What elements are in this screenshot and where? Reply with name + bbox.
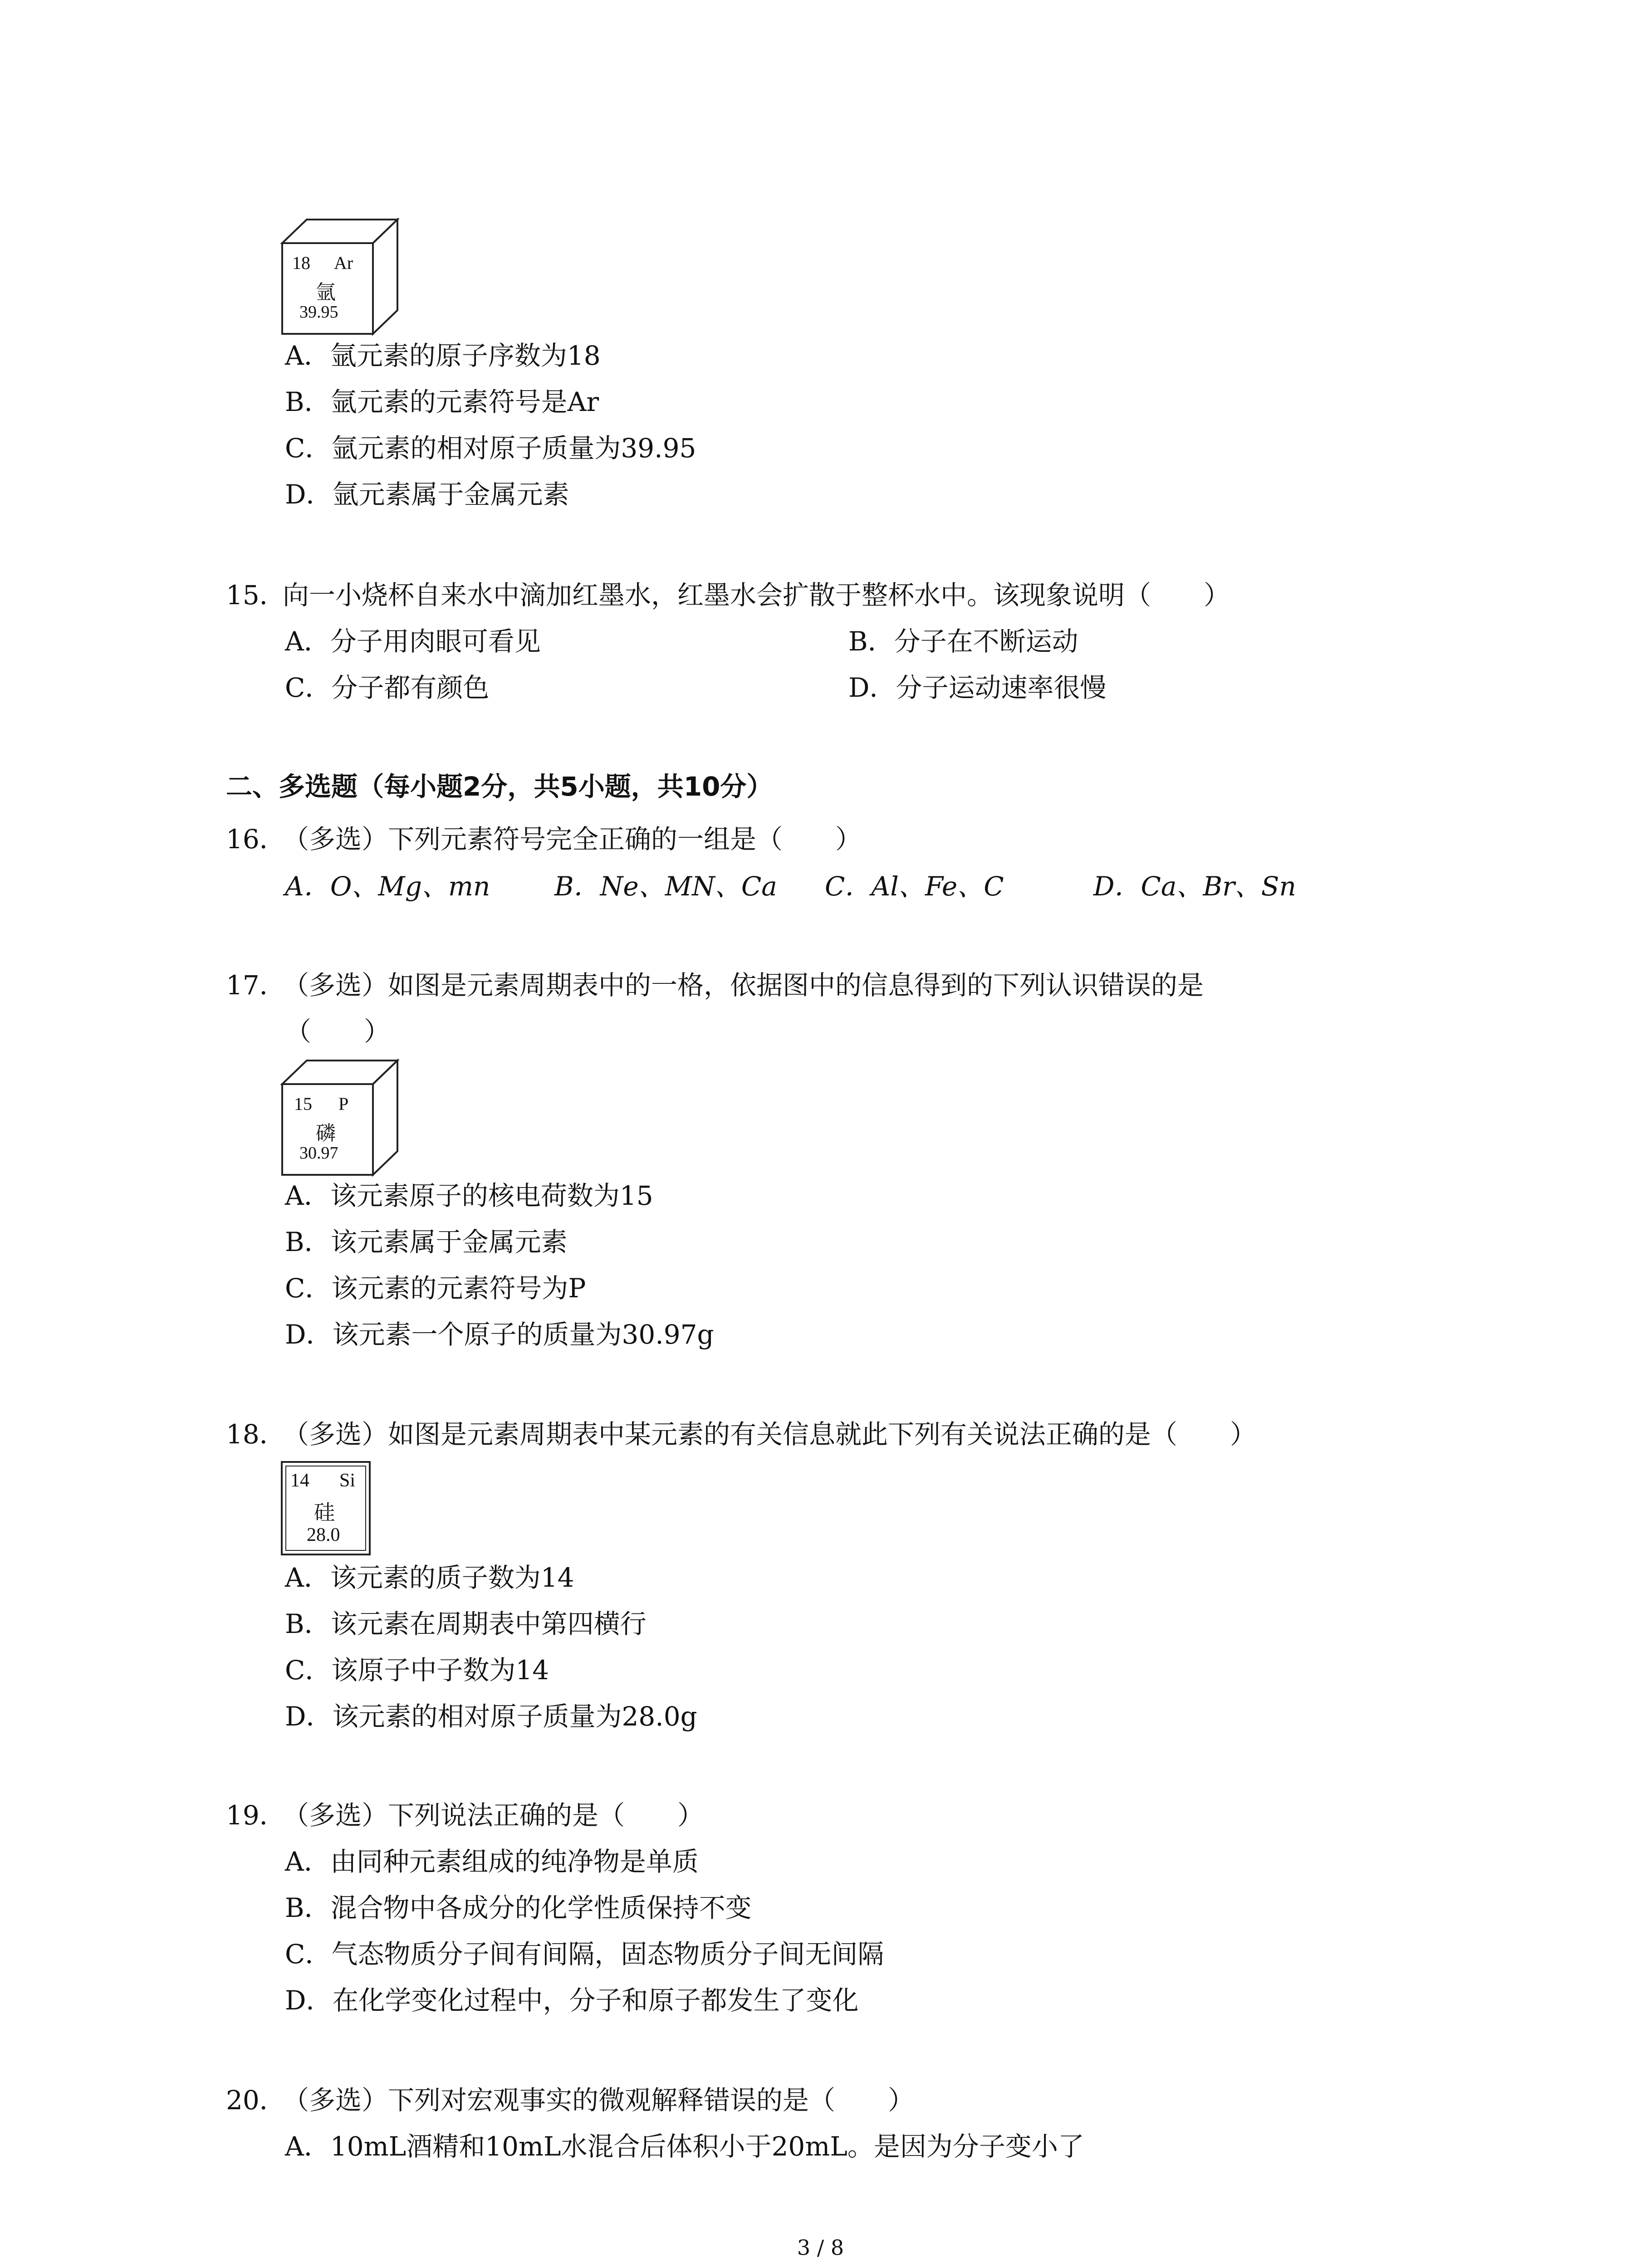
q18-option-d: D．该元素的相对原子质量为28.0g bbox=[285, 1701, 697, 1732]
element-name: 硅 bbox=[314, 1500, 335, 1525]
q20-text: （多选）下列对宏观事实的微观解释错误的是（ ） bbox=[283, 2085, 915, 2116]
q19-number: 19． bbox=[226, 1800, 286, 1831]
q16-text: （多选）下列元素符号完全正确的一组是（ ） bbox=[283, 824, 862, 855]
q14-option-d: D．氩元素属于金属元素 bbox=[285, 479, 569, 510]
q16-option-a: A．O、Mg、mn bbox=[285, 871, 490, 902]
element-number: 18 bbox=[292, 253, 310, 273]
q16-number: 16． bbox=[226, 824, 286, 855]
q17-number: 17． bbox=[226, 970, 286, 1001]
q19-stem bbox=[226, 1797, 704, 1833]
q15-option-b: B．分子在不断运动 bbox=[848, 626, 1078, 657]
page-number: 3 / 8 bbox=[797, 2235, 844, 2260]
q16-option-c: C．Al、Fe、C bbox=[825, 871, 1004, 902]
q15-option-c: C．分子都有颜色 bbox=[285, 672, 490, 703]
element-symbol: Ar bbox=[334, 253, 353, 273]
element-number: 15 bbox=[294, 1094, 312, 1114]
q20-stem bbox=[226, 2082, 914, 2118]
q16-stem bbox=[226, 821, 862, 857]
q18-stem bbox=[226, 1416, 1256, 1452]
element-cell-silicon bbox=[280, 1461, 371, 1556]
element-symbol: Si bbox=[339, 1470, 356, 1491]
element-cell-box-icon bbox=[280, 218, 401, 336]
q17-text: （多选）如图是元素周期表中的一格，依据图中的信息得到的下列认识错误的是 bbox=[283, 970, 1204, 1001]
q15-number: 15． bbox=[226, 580, 286, 611]
q17-stem bbox=[226, 967, 1204, 1003]
q15-text: 向一小烧杯自来水中滴加红墨水，红墨水会扩散于整杯水中。该现象说明（ ） bbox=[283, 580, 1230, 611]
q19-option-d: D．在化学变化过程中，分子和原子都发生了变化 bbox=[285, 1985, 859, 2016]
q14-option-a: A．氩元素的原子序数为18 bbox=[285, 340, 601, 371]
q19-option-a: A．由同种元素组成的纯净物是单质 bbox=[285, 1846, 699, 1877]
element-cell-phosphorus bbox=[280, 1059, 401, 1177]
q17-option-b: B．该元素属于金属元素 bbox=[285, 1227, 568, 1257]
element-cell-box-icon bbox=[280, 1059, 401, 1177]
element-cell-argon bbox=[280, 218, 401, 336]
element-mass: 30.97 bbox=[299, 1144, 338, 1163]
q18-option-a: A．该元素的质子数为14 bbox=[285, 1562, 574, 1593]
element-number: 14 bbox=[290, 1470, 309, 1491]
element-symbol: P bbox=[338, 1094, 349, 1114]
q18-text: （多选）如图是元素周期表中某元素的有关信息就此下列有关说法正确的是（ ） bbox=[283, 1419, 1257, 1450]
q20-option-a: A．10mL酒精和10mL水混合后体积小于20mL。是因为分子变小了 bbox=[285, 2131, 1084, 2162]
q17-stem-continued: （ ） bbox=[285, 1016, 391, 1047]
q18-number: 18． bbox=[226, 1419, 286, 1450]
q14-option-b: B．氩元素的元素符号是Ar bbox=[285, 386, 599, 417]
element-name: 氩 bbox=[316, 281, 336, 304]
q20-number: 20． bbox=[226, 2085, 286, 2116]
q18-option-c: C．该原子中子数为14 bbox=[285, 1655, 549, 1686]
q16-option-d: D．Ca、Br、Sn bbox=[1093, 871, 1296, 902]
element-mass: 39.95 bbox=[299, 303, 338, 322]
q18-option-b: B．该元素在周期表中第四横行 bbox=[285, 1608, 647, 1639]
section-title: 二、多选题（每小题2分，共5小题，共10分） bbox=[226, 771, 773, 802]
q19-option-b: B．混合物中各成分的化学性质保持不变 bbox=[285, 1892, 752, 1923]
q19-text: （多选）下列说法正确的是（ ） bbox=[283, 1800, 704, 1831]
q15-option-a: A．分子用肉眼可看见 bbox=[285, 626, 541, 657]
q15-stem bbox=[226, 577, 1230, 613]
element-name: 磷 bbox=[316, 1122, 336, 1145]
q14-option-c: C．氩元素的相对原子质量为39.95 bbox=[285, 433, 696, 464]
q16-option-b: B．Ne、MN、Ca bbox=[554, 871, 777, 902]
element-mass: 28.0 bbox=[307, 1525, 340, 1545]
q17-option-c: C．该元素的元素符号为P bbox=[285, 1273, 586, 1304]
q15-option-d: D．分子运动速率很慢 bbox=[848, 672, 1107, 703]
q17-option-a: A．该元素原子的核电荷数为15 bbox=[285, 1180, 653, 1211]
q17-option-d: D．该元素一个原子的质量为30.97g bbox=[285, 1319, 714, 1350]
q19-option-c: C．气态物质分子间有间隔，固态物质分子间无间隔 bbox=[285, 1939, 884, 1970]
